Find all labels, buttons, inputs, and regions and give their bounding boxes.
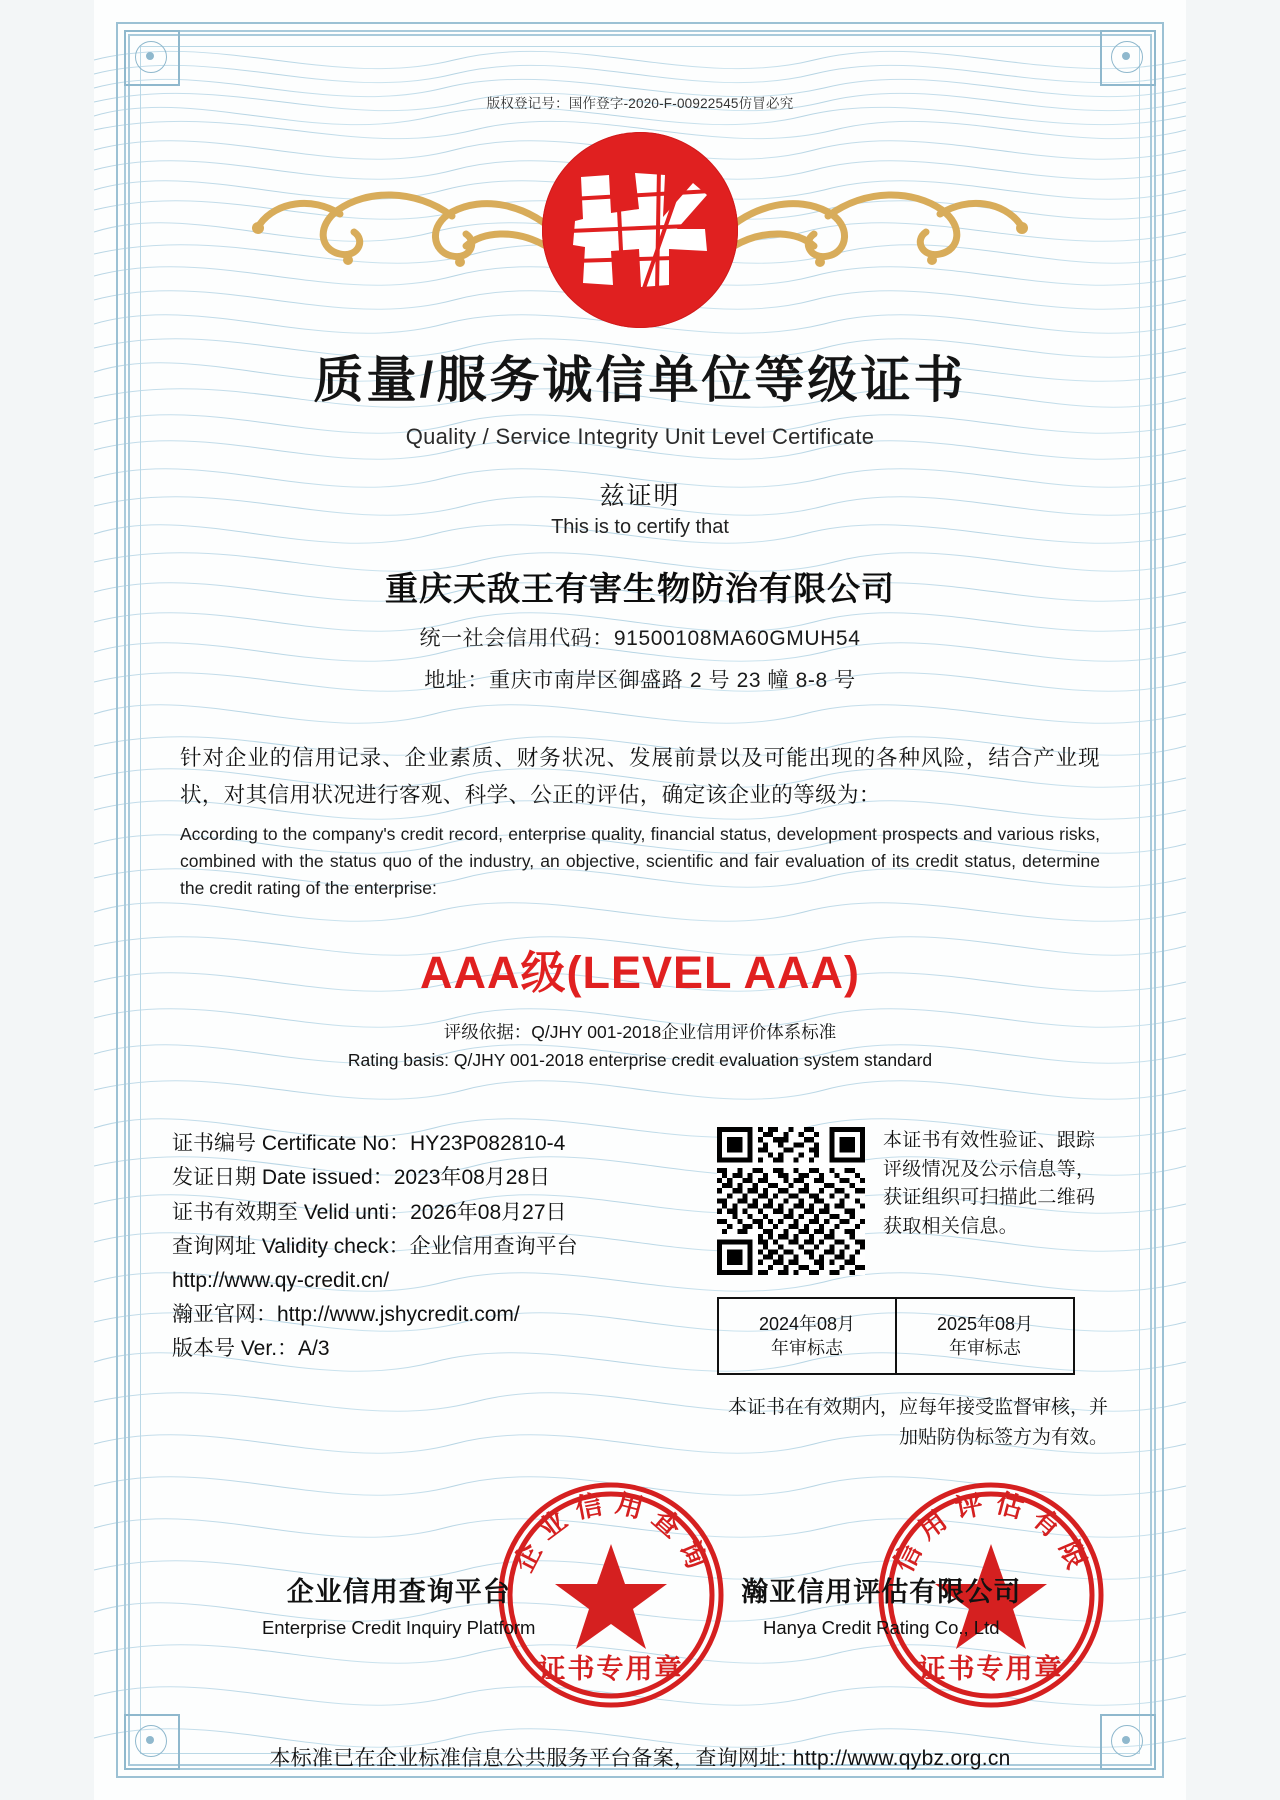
page-title-cn: 质量/服务诚信单位等级证书 (313, 352, 967, 408)
footer-filing-note: 本标准已在企业标准信息公共服务平台备案，查询网址: http://www.qybz.org.cn (269, 1747, 1011, 1771)
certify-line-cn: 兹证明 (599, 482, 681, 510)
valid-until: 证书有效期至 Velid unti：2026年08月27日 (172, 1200, 567, 1224)
annual-review-boxes (717, 1297, 1108, 1375)
organization-name-cn-right: 瀚亚信用评估有限公司 (741, 1577, 1022, 1608)
annual-review-label-2025: 年审标志 (949, 1338, 1021, 1359)
annual-review-year-2025: 2025年08月 (936, 1314, 1034, 1335)
seal-ring-text-right: 信用评估有限 (888, 1487, 1096, 1583)
certificate-number: 证书编号 Certificate No：HY23P082810-4 (172, 1132, 566, 1156)
organization-name-en-left: Enterprise Credit Inquiry Platform (261, 1617, 536, 1639)
annual-review-box-2024 (717, 1297, 897, 1375)
organization-name-cn-left: 企业信用查询平台 (286, 1577, 511, 1608)
seal-bottom-text-right: 证书专用章 (918, 1654, 1064, 1685)
validity-check-url[interactable]: http://www.qy-credit.cn/ (172, 1268, 390, 1292)
copyright-registration-text: 版权登记号：国作登字-2020-F-00922545仿冒必究 (486, 96, 794, 111)
details-section (164, 1127, 1116, 1452)
evaluation-paragraph-en: According to the company's credit record, enterprise quality, financial status, development prospects and various risks, combined with the status quo of the industry, an objective, scientific and fair evaluation of its credit status, determine the credit rating of the enterprise: (180, 824, 1100, 899)
qr-code-icon[interactable] (717, 1127, 865, 1275)
certificate-details (172, 1127, 717, 1452)
official-website[interactable]: 瀚亚官网：http://www.jshycredit.com/ (172, 1302, 520, 1326)
certificate-page (94, 0, 1186, 1800)
qr-and-annual-section (717, 1127, 1108, 1452)
version-number: 版本号 Ver.：A/3 (172, 1336, 330, 1360)
hy-monogram-icon (565, 165, 715, 295)
flourish-ornament-right (704, 176, 1034, 286)
annual-review-box-2025 (897, 1297, 1075, 1375)
page-title-en: Quality / Service Integrity Unit Level Certificate (405, 424, 875, 449)
qr-code-note: 本证书有效性验证、跟踪评级情况及公示信息等，获证组织可扫描此二维码获取相关信息。 (883, 1130, 1096, 1237)
company-address: 地址：重庆市南岸区御盛路 2 号 23 幢 8-8 号 (424, 669, 856, 692)
evaluation-paragraph (164, 740, 1116, 902)
rating-basis-cn: 评级依据：Q/JHY 001-2018企业信用评价体系标准 (443, 1022, 837, 1043)
flourish-ornament-left (246, 176, 576, 286)
date-issued: 发证日期 Date issued：2023年08月28日 (172, 1166, 551, 1190)
organization-name-en-right: Hanya Credit Rating Co., Ltd (763, 1617, 1000, 1639)
organizations-row (164, 1570, 1116, 1639)
certificate-content (94, 0, 1186, 1772)
seals-section (164, 1478, 1116, 1738)
annual-review-label-2024: 年审标志 (771, 1338, 843, 1359)
rating-basis-en: Rating basis: Q/JHY 001-2018 enterprise credit evaluation system standard (347, 1050, 933, 1071)
validity-check-label: 查询网址 Validity check：企业信用查询平台 (172, 1234, 578, 1258)
unified-social-credit-code: 统一社会信用代码：91500108MA60GMUH54 (419, 627, 861, 650)
annual-review-year-2024: 2024年08月 (758, 1314, 856, 1335)
evaluation-paragraph-cn: 针对企业的信用记录、企业素质、财务状况、发展前景以及可能出现的各种风险，结合产业现状，对其信用状况进行客观、科学、公正的评估，确定该企业的等级为： (180, 746, 1100, 807)
logo-row (164, 124, 1116, 344)
organization-left (176, 1570, 621, 1639)
seal-bottom-text-left: 证书专用章 (538, 1654, 684, 1685)
seal-ring-text-left: 企业信用查询 (508, 1487, 716, 1583)
annual-review-note: 本证书在有效期内，应每年接受监督审核，并加贴防伪标签方为有效。 (727, 1397, 1108, 1448)
organization-right (659, 1570, 1104, 1639)
certify-line-en: This is to certify that (551, 516, 729, 538)
hy-logo (542, 132, 738, 328)
company-name: 重庆天敌王有害生物防治有限公司 (385, 570, 895, 607)
qr-row (717, 1127, 1108, 1275)
credit-level: AAA级(LEVEL AAA) (420, 947, 860, 999)
